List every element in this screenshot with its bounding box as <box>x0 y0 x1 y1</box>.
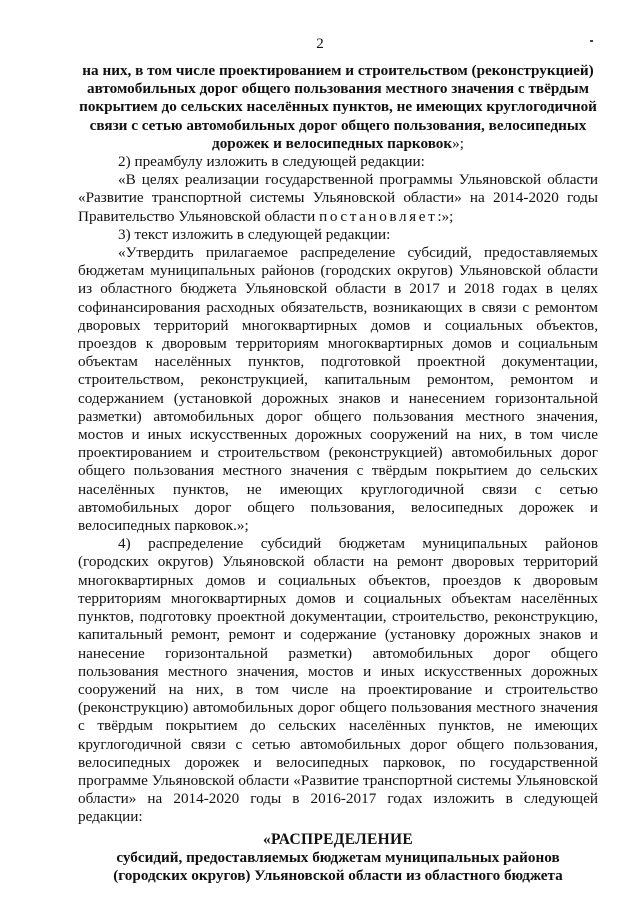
intro-tail: »; <box>452 134 464 152</box>
item4-text: 4) распределение субсидий бюджетам муниципальных районов (городских округов) Ульяновской области на ремонт дворовых территорий многоквартирных домов и социальных объектов, проездов к дворовым территориям многоквартирных домов и социальных объектам населённых пунктов, подготовку проектной документации, строительство, реконструкцию, капитальный ремонт, ремонт и содержание (установку дорожных знаков и нанесение горизонтальной разметки) автомобильных дорог общего пользования местного значения, мостов и иных искусственных дорожных сооружений на них, в том числе на проектирование и строительство (реконструкцию) автомобильных дорог общего пользования местного значения с твёрдым покрытием до сельских населённых пунктов, не имеющих круглогодичной связи с сетью автомобильных дорог общего пользования, велосипедных дорожек и велосипедных парковок, по государственной программе Ульяновской области «Развитие транспортной системы Ульяновской области» на 2014-2020 годы в 2016-2017 годах изложить в следующей редакции: <box>78 535 598 826</box>
intro-bold-text: на них, в том числе проектированием и строительством (реконструкцией) автомобильных дорог общего пользования местного значения с твёрдым покрытием до сельских населённых пунктов, не имеющих круглогодичной связи с сетью автомобильных дорог общего пользования, велосипедных дорожек и велосипедных парковок <box>79 62 597 152</box>
item2-spaced-word: постановляет <box>319 207 438 225</box>
distribution-heading <box>78 831 598 886</box>
heading-subtitle: субсидий, предоставляемых бюджетам муниципальных районов (городских округов) Ульяновской области из областного бюджета <box>113 848 563 884</box>
heading-title: «РАСПРЕДЕЛЕНИЕ <box>262 830 414 848</box>
item3-lead: 3) текст изложить в следующей редакции: <box>118 225 391 243</box>
scan-mark <box>590 40 593 42</box>
item2-lead: 2) преамбулу изложить в следующей редакции: <box>118 153 425 171</box>
intro-paragraph <box>78 62 598 153</box>
item2-text-after: :»; <box>437 207 454 225</box>
page-number: 2 <box>316 36 324 52</box>
item2-preamble <box>78 171 598 226</box>
item2-text-before: «В целях реализации государственной программы Ульяновской области «Развитие транспортной системы Ульяновской области» на 2014-2020 годы Правительство Ульяновской области <box>78 171 598 225</box>
document-body <box>78 62 598 885</box>
item3-text: «Утвердить прилагаемое распределение субсидий, предоставляемых бюджетам муниципальных районов (городских округов) Ульяновской области из областного бюджета Ульяновской области в 2017 и 2018 годах в целях софинансирования расходных обязательств, возникающих в связи с ремонтом дворовых территорий многоквартирных домов и социальных объектов, проездов к дворовым территориям многоквартирных домов и социальным объектам населённых пунктов, подготовкой проектной документации, строительством, реконструкцией, капитальным ремонтом, ремонтом и содержанием (установкой дорожных знаков и нанесением горизонтальной разметки) автомобильных дорог общего пользования местного значения, мостов и иных искусственных дорожных сооружений на них, в том числе проектированием и строительством (реконструкцией) автомобильных дорог общего пользования местного значения с твёрдым покрытием до сельских населённых пунктов, не имеющих круглогодичной связи с сетью автомобильных дорог общего пользования, велосипедных дорожек и велосипедных парковок.»; <box>78 244 598 535</box>
